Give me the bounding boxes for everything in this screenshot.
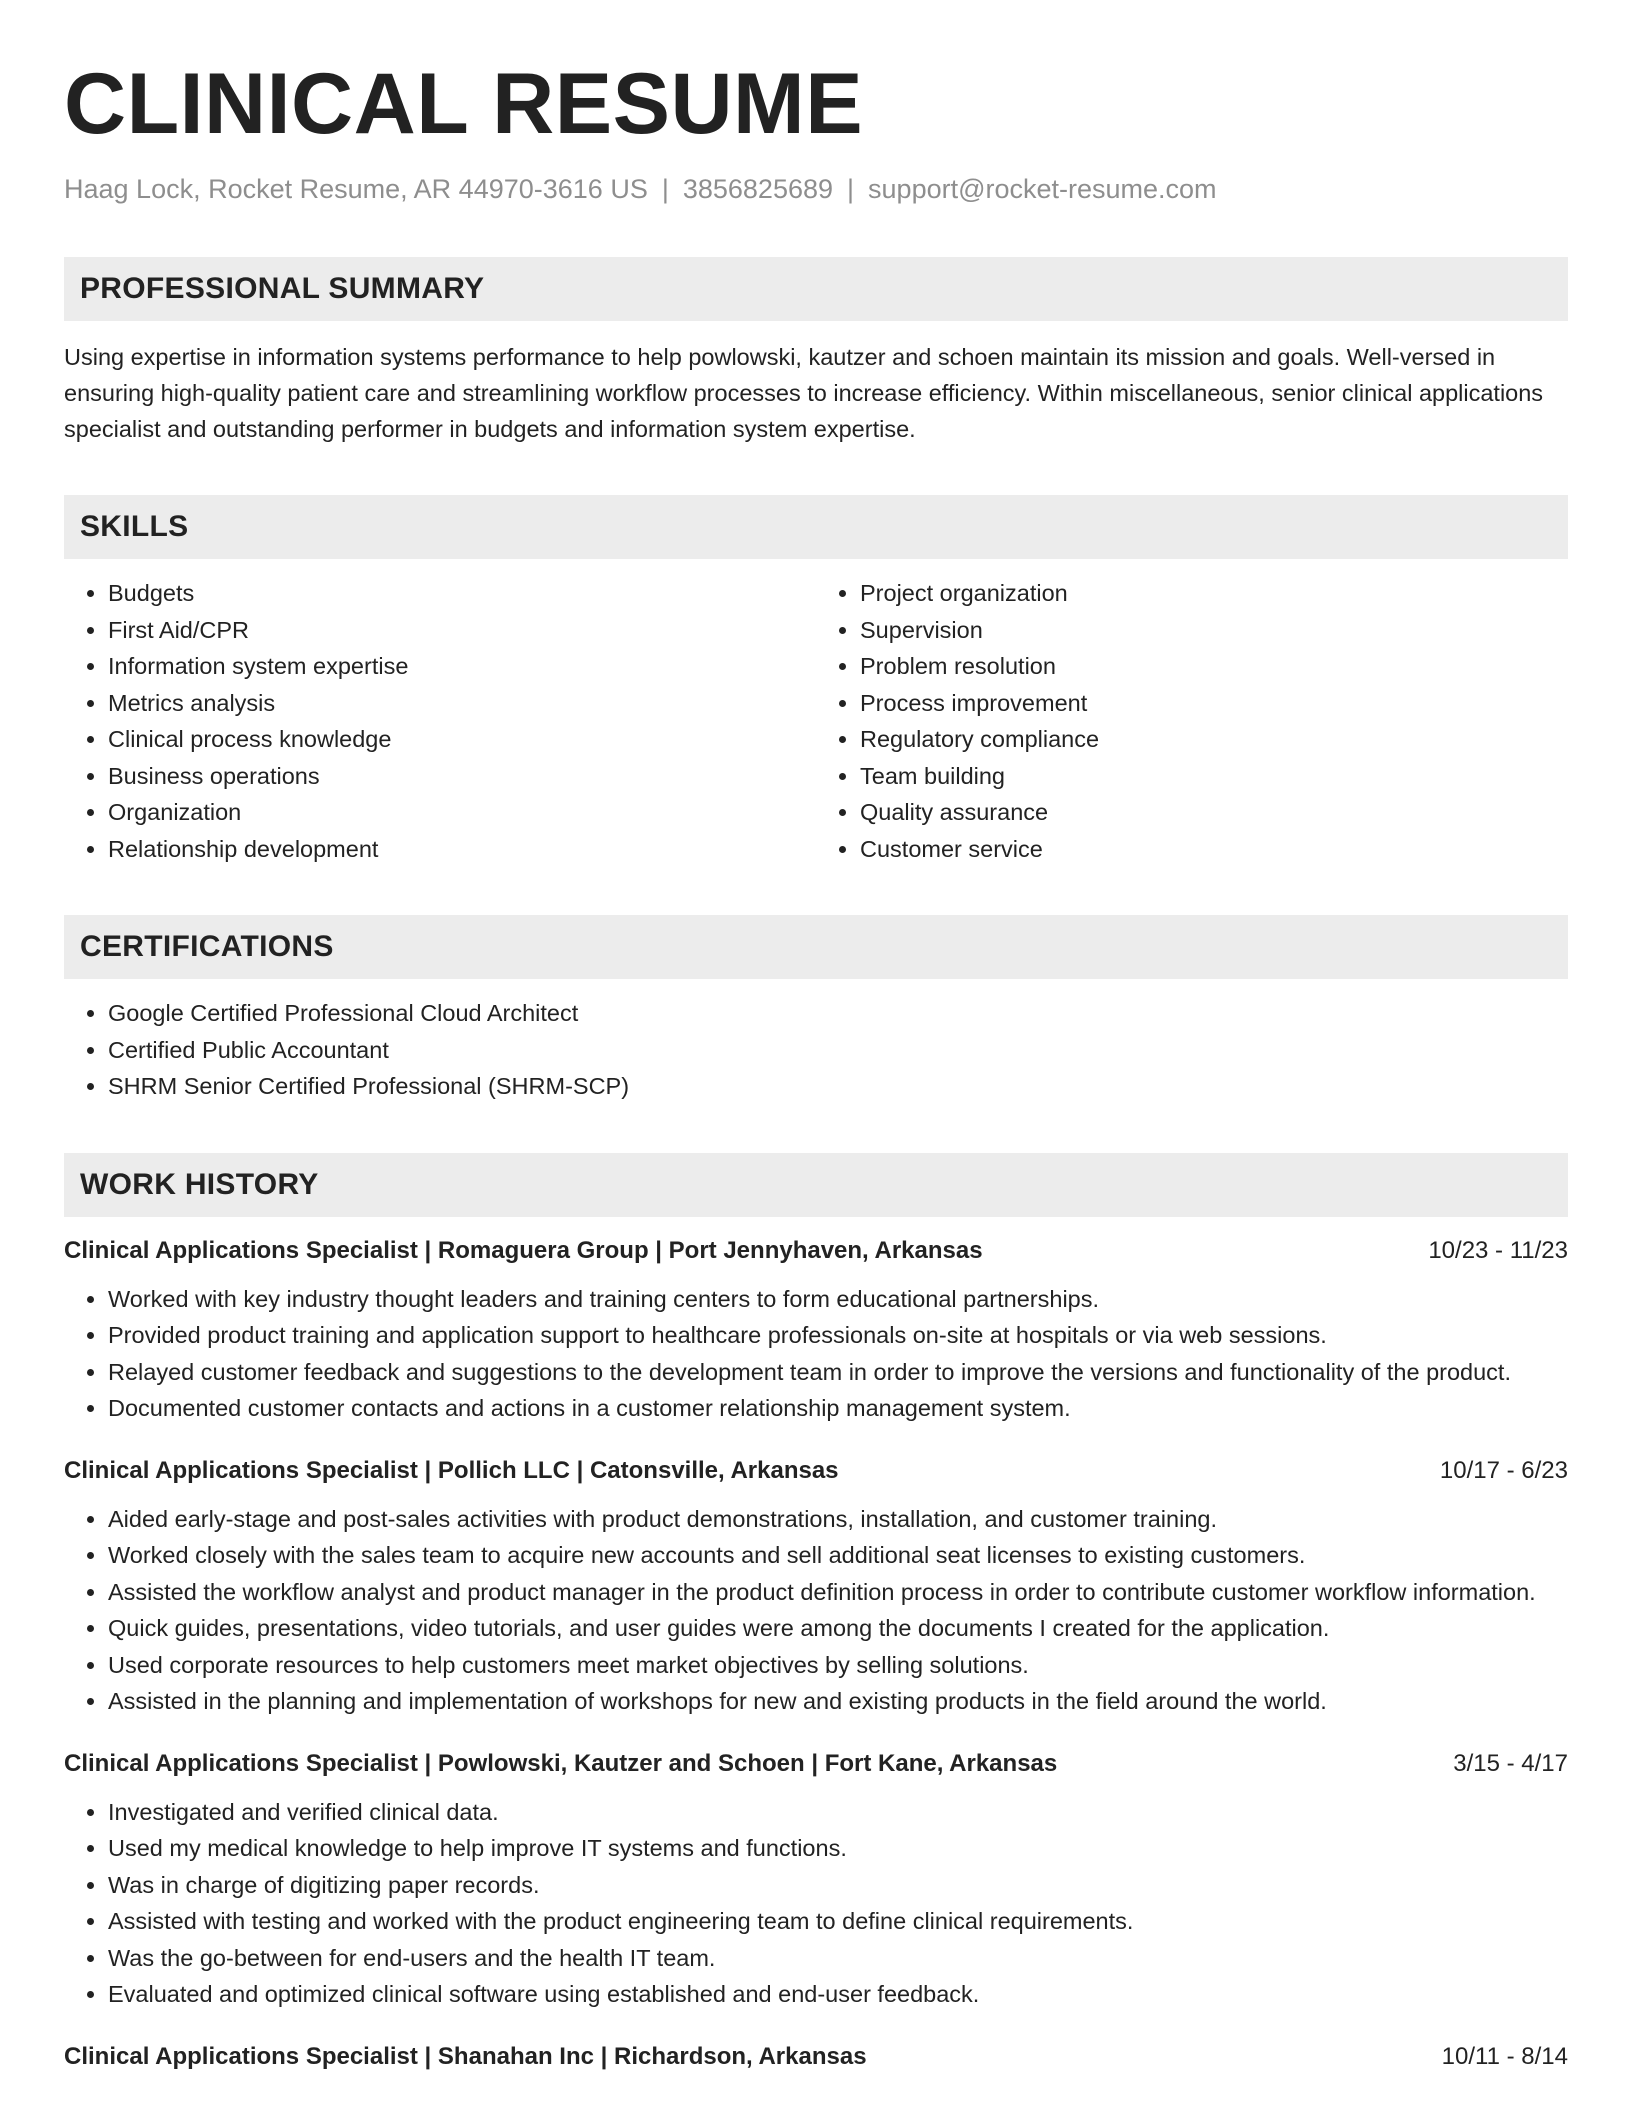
job-header [64, 2043, 1568, 2071]
job-entry [64, 2043, 1568, 2071]
job-title: Clinical Applications Specialist | Shanahan Inc | Richardson, Arkansas [64, 2042, 867, 2070]
job-duties-list [64, 1501, 1568, 1720]
contact-separator: | [847, 174, 855, 204]
job-header [64, 1750, 1568, 1778]
job-duty-item: • Used corporate resources to help customers meet market objectives by selling solutions. [108, 1647, 1568, 1684]
skill-item: • Process improvement [860, 685, 1568, 722]
job-duty-item: • Used my medical knowledge to help improve IT systems and functions. [108, 1830, 1568, 1867]
skill-item: • Clinical process knowledge [108, 721, 816, 758]
job-title: Clinical Applications Specialist | Pollich LLC | Catonsville, Arkansas [64, 1456, 839, 1484]
job-entry [64, 1457, 1568, 1720]
skill-item: • Customer service [860, 831, 1568, 868]
contact-line [64, 174, 1568, 205]
job-duty-item: • Was the go-between for end-users and the health IT team. [108, 1940, 1568, 1977]
skill-item: • Budgets [108, 575, 816, 612]
contact-separator: | [661, 174, 669, 204]
job-header [64, 1237, 1568, 1265]
certifications-list [64, 995, 1568, 1105]
job-duty-item: • Quick guides, presentations, video tutorials, and user guides were among the documents I created for the application. [108, 1610, 1568, 1647]
skill-item: • Supervision [860, 612, 1568, 649]
skill-item: • Regulatory compliance [860, 721, 1568, 758]
skill-item: • Business operations [108, 758, 816, 795]
job-duties-list [64, 1794, 1568, 2013]
skill-item: • Team building [860, 758, 1568, 795]
work-history-heading: WORK HISTORY [64, 1153, 1568, 1217]
job-duty-item: • Evaluated and optimized clinical software using established and end-user feedback. [108, 1976, 1568, 2013]
job-dates: 10/17 - 6/23 [1439, 1456, 1568, 1484]
job-title: Clinical Applications Specialist | Romaguera Group | Port Jennyhaven, Arkansas [64, 1236, 983, 1264]
summary-text: Using expertise in information systems performance to help powlowski, kautzer and schoen maintain its mission and goals. Well-versed in ensuring high-quality patient care and streamlining workflow processes to increase efficiency. Within miscellaneous, senior clinical applications specialist and outstanding performer in budgets and information system expertise. [64, 344, 1544, 442]
job-duty-item: • Assisted with testing and worked with the product engineering team to define clinical requirements. [108, 1903, 1568, 1940]
job-duty-item: • Investigated and verified clinical data. [108, 1794, 1568, 1831]
job-duty-item: • Relayed customer feedback and suggestions to the development team in order to improve the versions and functionality of the product. [108, 1354, 1568, 1391]
job-duty-item: • Documented customer contacts and actions in a customer relationship management system. [108, 1390, 1568, 1427]
contact-email: support@rocket-resume.com [868, 174, 1217, 204]
skills-heading: SKILLS [64, 495, 1568, 559]
skills-columns [64, 575, 1568, 867]
skill-item: • Problem resolution [860, 648, 1568, 685]
job-duty-item: • Assisted in the planning and implementation of workshops for new and existing products in the field around the world. [108, 1683, 1568, 1720]
skill-item: • Quality assurance [860, 794, 1568, 831]
contact-address: Haag Lock, Rocket Resume, AR 44970-3616 US [64, 174, 648, 204]
skills-list-left [64, 575, 816, 867]
job-header [64, 1457, 1568, 1485]
job-duty-item: • Was in charge of digitizing paper records. [108, 1867, 1568, 1904]
skill-item: • Organization [108, 794, 816, 831]
skill-item: • First Aid/CPR [108, 612, 816, 649]
job-entry [64, 1237, 1568, 1427]
resume-title: CLINICAL RESUME [64, 56, 864, 152]
certification-item: • SHRM Senior Certified Professional (SHRM-SCP) [108, 1068, 1568, 1105]
certification-item: • Google Certified Professional Cloud Architect [108, 995, 1568, 1032]
certification-item: • Certified Public Accountant [108, 1032, 1568, 1069]
job-entry [64, 1750, 1568, 2013]
skill-item: • Metrics analysis [108, 685, 816, 722]
job-duty-item: • Assisted the workflow analyst and product manager in the product definition process in order to contribute customer workflow information. [108, 1574, 1568, 1611]
job-dates: 10/23 - 11/23 [1428, 1236, 1568, 1264]
certifications-heading: CERTIFICATIONS [64, 915, 1568, 979]
job-dates: 3/15 - 4/17 [1453, 1749, 1568, 1777]
skills-list-right [816, 575, 1568, 867]
job-duties-list [64, 1281, 1568, 1427]
summary-heading: PROFESSIONAL SUMMARY [64, 257, 1568, 321]
job-duty-item: • Aided early-stage and post-sales activities with product demonstrations, installation, and customer training. [108, 1501, 1568, 1538]
job-dates: 10/11 - 8/14 [1441, 2042, 1568, 2070]
skill-item: • Information system expertise [108, 648, 816, 685]
job-duty-item: • Worked with key industry thought leaders and training centers to form educational partnerships. [108, 1281, 1568, 1318]
job-title: Clinical Applications Specialist | Powlowski, Kautzer and Schoen | Fort Kane, Arkansas [64, 1749, 1058, 1777]
job-duty-item: • Worked closely with the sales team to acquire new accounts and sell additional seat licenses to existing customers. [108, 1537, 1568, 1574]
contact-phone: 3856825689 [682, 174, 834, 204]
job-duty-item: • Provided product training and application support to healthcare professionals on-site at hospitals or via web sessions. [108, 1317, 1568, 1354]
skill-item: • Project organization [860, 575, 1568, 612]
skill-item: • Relationship development [108, 831, 816, 868]
work-history-list [64, 1237, 1568, 2071]
